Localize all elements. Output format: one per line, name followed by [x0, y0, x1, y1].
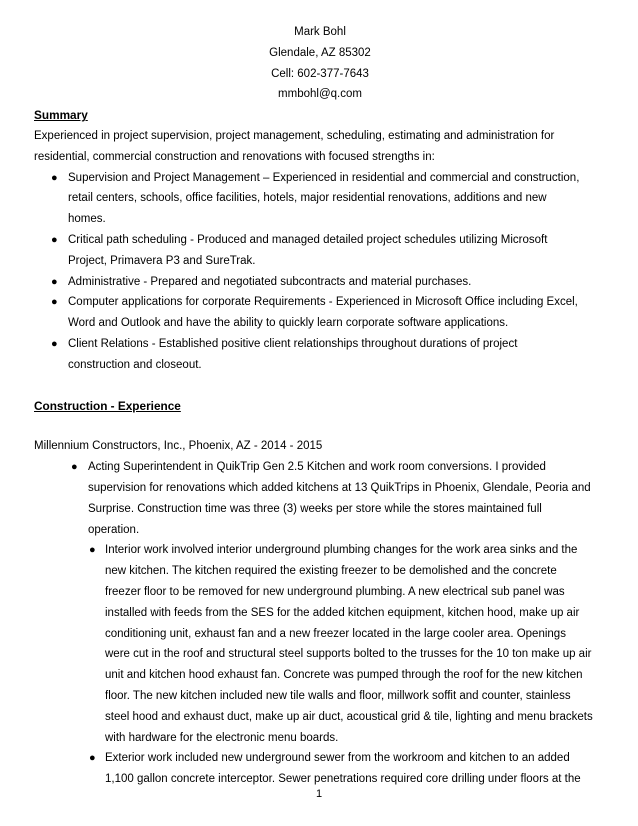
summary-bullet	[34, 272, 606, 293]
bullet-icon: ●	[71, 461, 78, 474]
contact-header	[34, 22, 606, 105]
candidate-phone: Cell: 602-377-7643	[271, 67, 369, 80]
bullet-icon: ●	[51, 296, 58, 309]
sub-bullet-line: conditioning unit, exhaust fan and a new freezer located in the large cooler area. Openings	[105, 627, 566, 640]
experience-bullet-line: Surprise. Construction time was three (3) weeks per store while the stores maintained full	[88, 502, 542, 515]
summary-intro	[34, 126, 606, 168]
summary-heading: Summary	[34, 108, 88, 123]
experience-bullet-line: supervision for renovations which added kitchens at 13 QuikTrips in Phoenix, Glendale, Peoria and	[88, 481, 591, 494]
sub-bullet-line: floor. The new kitchen included new tile walls and floor, millwork soffit and counter, stainless	[105, 689, 571, 702]
summary-bullet	[34, 292, 606, 334]
sub-bullet-line: steel hood and exhaust duct, make up air duct, acoustical grid & tile, lighting and menu brackets	[105, 710, 593, 723]
sub-bullet-line: unit and kitchen hood exhaust fan. Concrete was pumped through the roof for the new kitchen	[105, 669, 583, 682]
sub-bullet-line: 1,100 gallon concrete interceptor. Sewer penetrations required core drilling under floors at the	[105, 773, 581, 786]
summary-intro-line: residential, commercial construction and renovations with focused strengths in:	[34, 150, 435, 163]
summary-bullet-line: Administrative - Prepared and negotiated subcontracts and material purchases.	[68, 275, 472, 288]
summary-bullet-line: Critical path scheduling - Produced and managed detailed project schedules utilizing Microsoft	[68, 233, 548, 246]
bullet-icon: ●	[51, 171, 58, 184]
experience-bullet	[34, 457, 606, 540]
candidate-location: Glendale, AZ 85302	[269, 46, 371, 59]
summary-bullet-list	[34, 168, 606, 376]
employer-line: Millennium Constructors, Inc., Phoenix, AZ - 2014 - 2015	[34, 440, 323, 453]
sub-bullet-line: Exterior work included new underground sewer from the workroom and kitchen to an added	[105, 752, 570, 765]
experience-sub-bullet	[34, 748, 606, 790]
bullet-icon: ●	[51, 233, 58, 246]
candidate-email: mmbohl@q.com	[278, 88, 362, 101]
bullet-icon: ●	[51, 275, 58, 288]
summary-bullet	[34, 334, 606, 376]
experience-bullet-list	[34, 457, 606, 540]
summary-bullet-line: Project, Primavera P3 and SureTrak.	[68, 254, 256, 267]
experience-heading: Construction - Experience	[34, 398, 181, 413]
bullet-icon: ●	[89, 752, 96, 765]
sub-bullet-line: new kitchen. The kitchen required the existing freezer to be demolished and the concrete	[105, 565, 557, 578]
sub-bullet-line: with hardware for the electronic menu boards.	[105, 731, 339, 744]
section-spacer	[34, 416, 606, 436]
page-number: 1	[315, 788, 323, 800]
sub-bullet-line: freezer floor to be removed for new underground plumbing. A new electrical sub panel was	[105, 585, 565, 598]
experience-bullet-line: Acting Superintendent in QuikTrip Gen 2.5 Kitchen and work room conversions. I provided	[88, 461, 546, 474]
summary-bullet	[34, 168, 606, 230]
summary-bullet-line: Word and Outlook and have the ability to quickly learn corporate software applications.	[68, 317, 509, 330]
sub-bullet-line: were cut in the roof and structural steel supports bolted to the trusses for the 10 ton make up air	[105, 648, 592, 661]
candidate-name: Mark Bohl	[294, 26, 346, 38]
summary-bullet	[34, 230, 606, 272]
summary-intro-line: Experienced in project supervision, project management, scheduling, estimating and administration for	[34, 129, 555, 142]
experience-bullet-line: operation.	[88, 523, 140, 536]
summary-bullet-line: construction and closeout.	[68, 358, 202, 371]
sub-bullet-line: Interior work involved interior underground plumbing changes for the work area sinks and the	[105, 544, 578, 557]
summary-bullet-line: homes.	[68, 213, 106, 226]
bullet-icon: ●	[51, 337, 58, 350]
section-spacer	[34, 376, 606, 396]
summary-bullet-line: Supervision and Project Management – Experienced in residential and commercial and construction,	[68, 171, 580, 184]
bullet-icon: ●	[89, 544, 96, 557]
experience-sub-bullet-list	[34, 540, 606, 790]
summary-bullet-line: Computer applications for corporate Requirements - Experienced in Microsoft Office including Excel,	[68, 296, 578, 309]
summary-bullet-line: Client Relations - Established positive client relationships throughout durations of project	[68, 337, 518, 350]
sub-bullet-line: installed with feeds from the SES for the added kitchen equipment, kitchen hood, make up air	[105, 606, 580, 619]
experience-sub-bullet	[34, 540, 606, 748]
summary-bullet-line: retail centers, schools, office facilities, hotels, major residential renovations, additions and new	[68, 192, 547, 205]
resume-page	[34, 22, 606, 790]
